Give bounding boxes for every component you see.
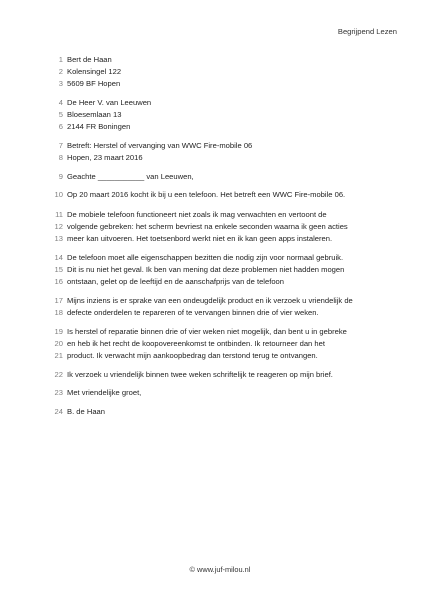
line-text: 5609 BF Hopen [67,79,121,88]
line-number: 4 [58,98,63,107]
line-text: 2144 FR Boningen [67,122,131,131]
line-number: 11 [55,210,63,219]
line-number: 23 [54,388,63,397]
line-number: 19 [54,327,63,336]
line-number: 20 [54,339,63,348]
line-number: 1 [58,55,63,64]
line-number: 13 [54,234,63,243]
line-number: 9 [58,172,63,181]
line-number: 24 [54,407,63,416]
line-text: volgende gebreken: het scherm bevriest na enkele seconden waarna ik geen acties [67,222,348,231]
line-number: 17 [54,296,63,305]
line-number: 5 [58,110,63,119]
line-text: De telefoon moet alle eigenschappen bezitten die nodig zijn voor normaal gebruik. [67,253,344,262]
line-text: Is herstel of reparatie binnen drie of vier weken niet mogelijk, dan bent u in gebreke [67,327,347,336]
line-number: 7 [58,141,63,150]
line-text: Hopen, 23 maart 2016 [67,153,143,162]
line-text: Betreft: Herstel of vervanging van WWC Fire-mobile 06 [67,141,253,150]
line-text: product. Ik verwacht mijn aankoopbedrag dan terstond terug te ontvangen. [67,351,318,360]
line-text: Bert de Haan [67,55,112,64]
line-text: Met vriendelijke groet, [67,388,142,397]
line-number: 8 [58,153,63,162]
line-number: 6 [58,122,63,131]
line-text: Op 20 maart 2016 kocht ik bij u een telefoon. Het betreft een WWC Fire-mobile 06. [67,190,346,199]
line-text: De mobiele telefoon functioneert niet zoals ik mag verwachten en vertoont de [67,210,327,219]
line-text: en heb ik het recht de koopovereenkomst te ontbinden. Ik retourneer dan het [67,339,325,348]
line-text: Bloesemlaan 13 [67,110,122,119]
line-number: 10 [54,190,63,199]
line-number: 22 [54,370,63,379]
line-text: Mijns inziens is er sprake van een ondeugdelijk product en ik verzoek u vriendelijk de [67,296,353,305]
page-footer-copyright: © www.juf-milou.nl [189,565,251,574]
line-number: 21 [54,351,63,360]
line-text: Ik verzoek u vriendelijk binnen twee weken schriftelijk te reageren op mijn brief. [67,370,333,379]
line-number: 2 [58,67,63,76]
page-header-label: Begrijpend Lezen [337,27,397,36]
line-text: ontstaan, gelet op de leeftijd en de aanschafprijs van de telefoon [67,277,285,286]
line-text: De Heer V. van Leeuwen [67,98,152,107]
line-text: defecte onderdelen te repareren of te vervangen binnen drie of vier weken. [67,308,319,317]
line-text: Dit is nu niet het geval. Ik ben van mening dat deze problemen niet hadden mogen [67,265,345,274]
line-number: 18 [54,308,63,317]
line-text: B. de Haan [67,407,105,416]
line-text: Geachte ___________ van Leeuwen, [67,172,194,181]
line-text: Kolensingel 122 [67,67,122,76]
line-number: 16 [54,277,63,286]
line-number: 12 [54,222,63,231]
line-number: 3 [58,79,63,88]
line-text: meer kan uitvoeren. Het toetsenbord werkt niet en ik kan geen apps instaleren. [67,234,333,243]
line-number: 15 [54,265,63,274]
line-number: 14 [54,253,63,262]
